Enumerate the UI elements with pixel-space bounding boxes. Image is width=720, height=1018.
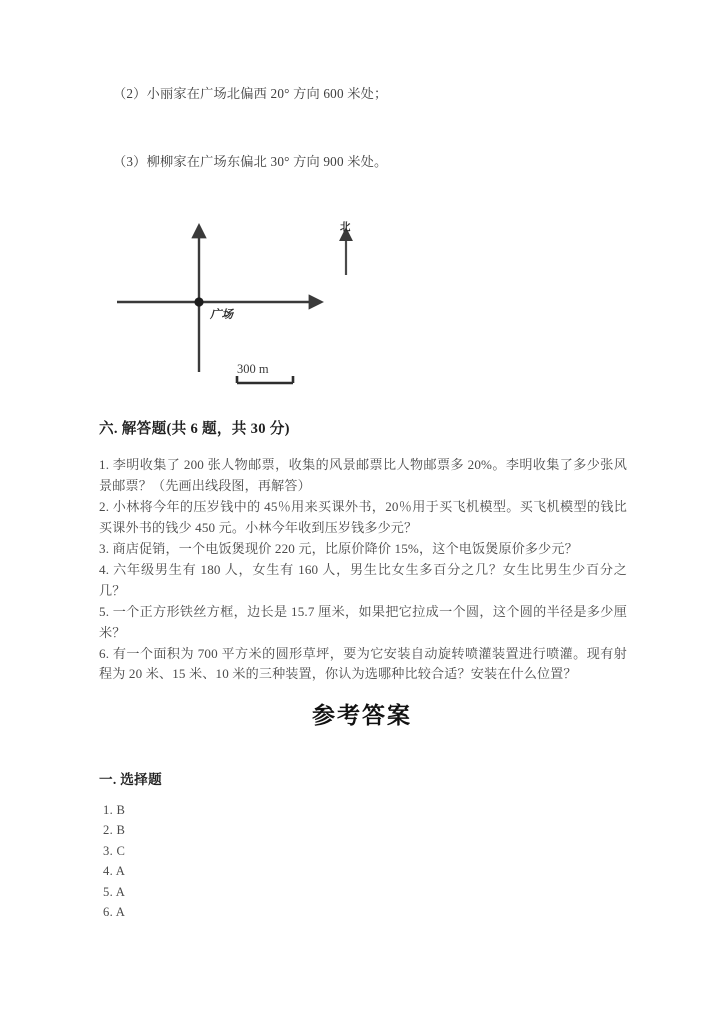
answers-list (103, 800, 125, 922)
answer-item: 3. C (103, 843, 126, 858)
answer-item: 2. B (103, 823, 126, 838)
section-heading: 六. 解答题(共 6 题，共 30 分) (99, 421, 290, 437)
answers-section-heading: 一. 选择题 (99, 772, 162, 787)
prompt-item-2: （2）小丽家在广场北偏西 20° 方向 600 米处； (113, 86, 388, 101)
scale-bar-icon (237, 376, 293, 383)
question-item: 5. 一个正方形铁丝方框，边长是 15.7 厘米，如果把它拉成一个圆，这个圆的半径是多少厘米？ (99, 603, 627, 640)
question-list (99, 455, 627, 686)
question-item: 2. 小林将今年的压岁钱中的 45％用来买课外书，20％用于买飞机模型。买飞机模型的钱比买课外书的钱少 450 元。小林今年收到压岁钱多少元？ (99, 498, 627, 535)
origin-label: 广场 (210, 309, 233, 321)
answer-item: 5. A (103, 884, 126, 899)
prompt-item-3: （3）柳柳家在广场东偏北 30° 方向 900 米处。 (113, 154, 388, 169)
origin-point (194, 297, 203, 306)
answer-item: 1. B (103, 803, 126, 817)
answer-item: 6. A (103, 904, 126, 919)
answer-item: 4. A (103, 864, 126, 879)
direction-coordinate-diagram (97, 205, 517, 400)
question-item: 4. 六年级男生有 180 人，女生有 160 人，男生比女生多百分之几？女生比男生少百分之几？ (99, 561, 627, 598)
question-item: 3. 商店促销，一个电饭煲现价 220 元，比原价降价 15%，这个电饭煲原价多少元？ (99, 540, 578, 556)
question-item: 6. 有一个面积为 700 平方米的圆形草坪，要为它安装自动旋转喷灌装置进行喷灌。现有射程为 20 米、15 米、10 米的三种装置，你认为选哪种比较合适？安装在什么位置？ (99, 645, 627, 682)
north-label: 北 (340, 222, 351, 233)
question-item: 1. 李明收集了 200 张人物邮票，收集的风景邮票比人物邮票多 20%。李明收集了多少张风景邮票？（先画出线段图，再解答） (99, 457, 627, 493)
scale-bar-label: 300 m (237, 362, 269, 376)
answers-title: 参考答案 (312, 703, 412, 728)
